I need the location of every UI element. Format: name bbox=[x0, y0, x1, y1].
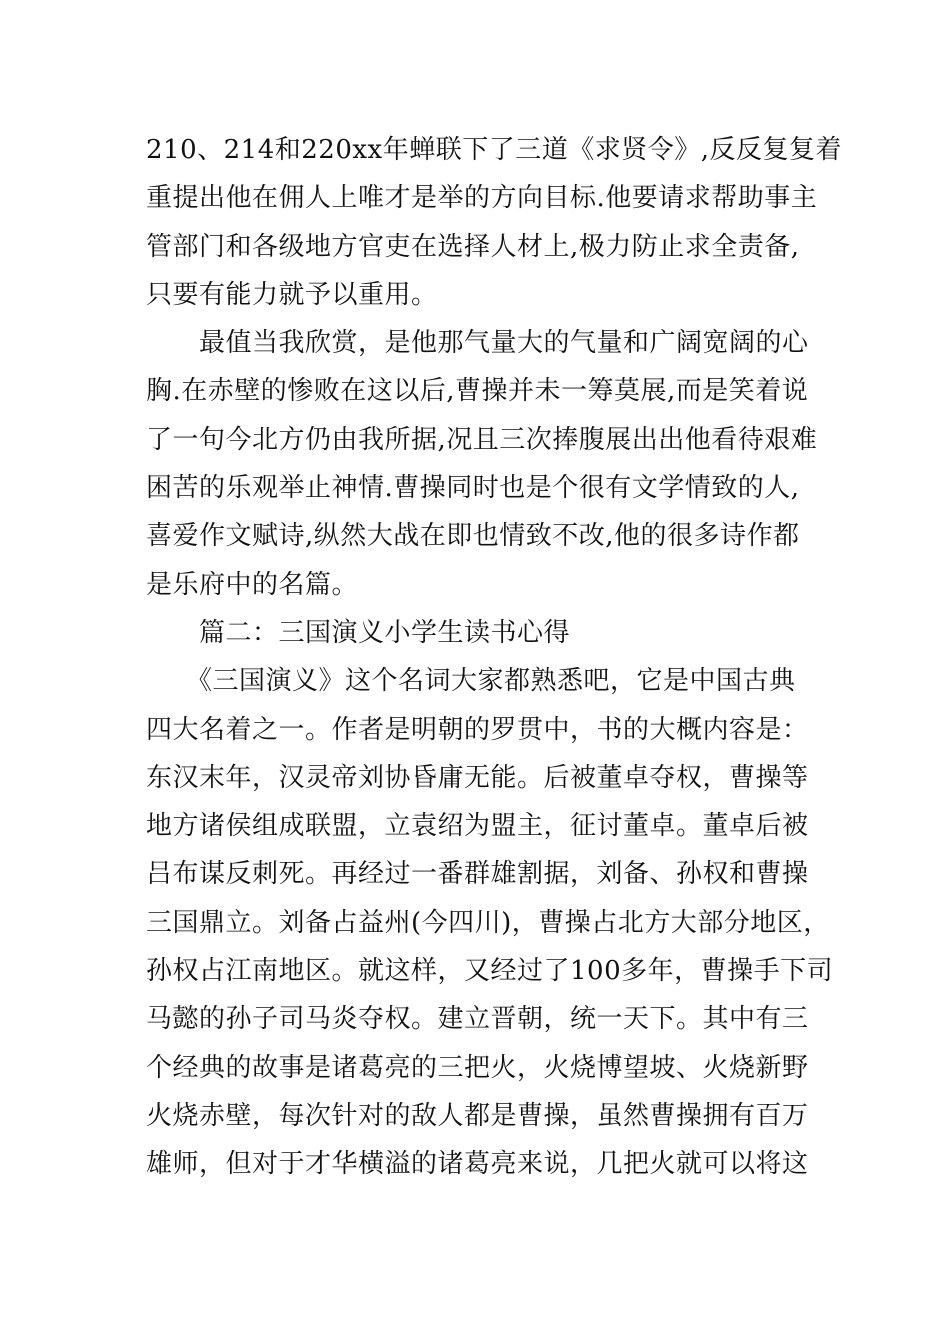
text-line: 只要有能力就予以重用。 bbox=[146, 279, 438, 310]
text-line: 马懿的孙子司马炎夺权。建立晋朝，统一天下。其中有三 bbox=[146, 1004, 809, 1035]
text-line: 《三国演义》这个名词大家都熟悉吧，它是中国古典 bbox=[146, 666, 796, 697]
text-line: 最值当我欣赏，是他那气量大的气量和广阔宽阔的心 bbox=[146, 328, 809, 359]
text-line: 地方诸侯组成联盟，立袁绍为盟主，征讨董卓。董卓后被 bbox=[146, 811, 809, 842]
text-line: 孙权占江南地区。就这样，又经过了100多年，曹操手下司 bbox=[146, 956, 834, 987]
text-line: 重提出他在佣人上唯才是举的方向目标.他要请求帮助事主 bbox=[146, 183, 818, 214]
body-text bbox=[146, 126, 842, 1189]
text-line: 210、214和220xx年蝉联下了三道《求贤令》,反反复复着 bbox=[146, 135, 842, 165]
text-line: 四大名着之一。作者是明朝的罗贯中，书的大概内容是： bbox=[146, 714, 809, 745]
text-line: 火烧赤壁，每次针对的敌人都是曹操，虽然曹操拥有百万 bbox=[146, 1100, 809, 1131]
text-line: 个经典的故事是诸葛亮的三把火，火烧博望坡、火烧新野 bbox=[146, 1052, 809, 1083]
text-line: 困苦的乐观举止神情.曹操同时也是个很有文学情致的人, bbox=[146, 473, 800, 504]
text-line: 雄师，但对于才华横溢的诸葛亮来说，几把火就可以将这 bbox=[146, 1149, 809, 1180]
text-line: 胸.在赤壁的惨败在这以后,曹操并未一筹莫展,而是笑着说 bbox=[146, 376, 809, 407]
text-line: 管部门和各级地方官吏在选择人材上,极力防止求全责备, bbox=[146, 231, 800, 262]
text-line: 喜爱作文赋诗,纵然大战在即也情致不改,他的很多诗作都 bbox=[146, 521, 800, 552]
text-line: 是乐府中的名篇。 bbox=[146, 569, 359, 600]
section-heading: 篇二：三国演义小学生读书心得 bbox=[146, 617, 571, 648]
text-line: 东汉末年，汉灵帝刘协昏庸无能。后被董卓夺权，曹操等 bbox=[146, 762, 809, 793]
text-line: 吕布谋反刺死。再经过一番群雄割据，刘备、孙权和曹操 bbox=[146, 859, 809, 890]
text-line: 了一句今北方仍由我所据,况且三次捧腹展出出他看待艰难 bbox=[146, 424, 818, 455]
text-line: 三国鼎立。刘备占益州(今四川)，曹操占北方大部分地区， bbox=[146, 907, 830, 938]
